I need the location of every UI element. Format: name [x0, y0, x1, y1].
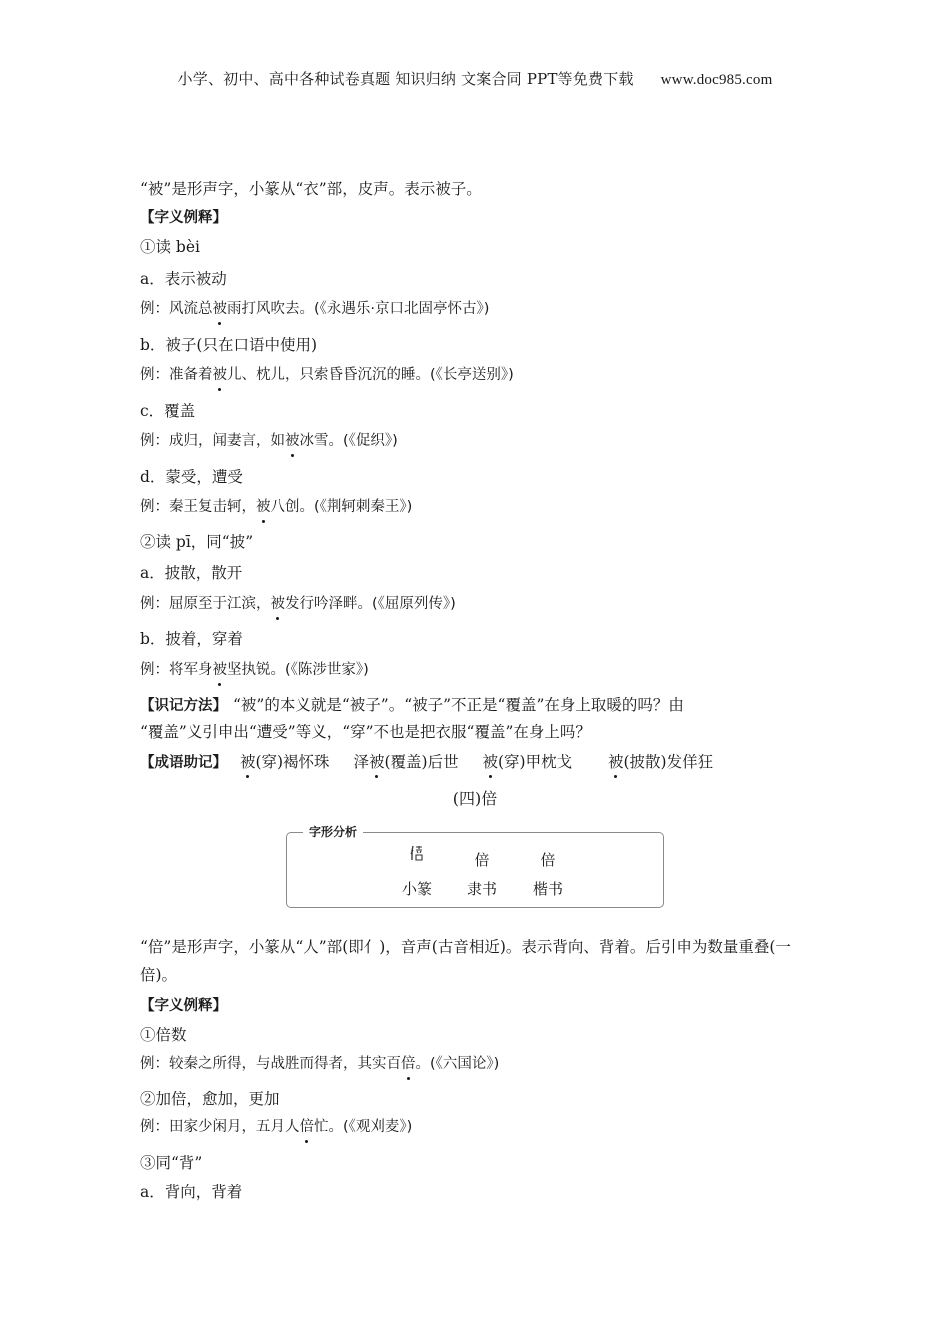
bei-pb-example: [140, 659, 369, 681]
bei-memory-line-2: “覆盖”义引申出“遭受”等义，“穿”不也是把衣服“覆盖”在身上吗？: [140, 723, 591, 741]
bei4-intro: “倍”是形声字，小篆从“人”部(即亻)，音声(古音相近)。表示背向、背着。后引申为数量重叠(一倍)。: [140, 938, 791, 984]
header-text: 小学、初中、高中各种试卷真题 知识归纳 文案合同 PPT等免费下载: [177, 70, 634, 88]
idiom-heading: 【成语助记】: [140, 755, 227, 771]
idiom-2: [353, 753, 458, 771]
bei-reading-1: ①读 bèi: [140, 238, 200, 256]
example-text: 坚执锐。(《陈涉世家》): [227, 662, 369, 678]
idiom-4: [608, 753, 713, 771]
emphasis-char: 被: [213, 364, 228, 386]
bei-pa-example: [140, 593, 456, 615]
example-text: 。(《六国论》): [415, 1056, 500, 1072]
bei-intro: “被”是形声字，小篆从“衣”部，皮声。表示被子。: [140, 180, 482, 198]
idiom-text: (穿)甲枕戈: [497, 753, 573, 771]
bei-d-example: [140, 496, 412, 518]
page-header: [0, 68, 950, 89]
clerical-script-glyph: 倍: [474, 851, 490, 869]
bei4-reading-1: ①倍数: [140, 1026, 187, 1044]
example-text: 八创。(《荆轲刺秦王》): [270, 499, 413, 515]
bei-b-label: b．被子(只在口语中使用): [140, 336, 318, 354]
bei4-r3a-label: a．背向，背着: [140, 1183, 243, 1201]
glyph-analysis-box: [286, 825, 664, 908]
emphasis-char: 被: [256, 496, 271, 518]
idiom-3: [482, 753, 572, 771]
example-text: 例：将军身: [140, 662, 213, 678]
memory-text: “被”的本义就是“被子”。“被子”不正是“覆盖”在身上取暖的吗？由: [233, 696, 684, 714]
bei-reading-2: ②读 pī，同“披”: [140, 533, 254, 551]
example-text: 雨打风吹去。(《永遇乐·京口北固亭怀古》): [227, 301, 490, 317]
emphasis-char: 倍: [401, 1053, 416, 1075]
seal-script-label: 小篆: [401, 880, 432, 898]
bei-a-label: a．表示被动: [140, 270, 227, 288]
bei-pa-label: a．披散，散开: [140, 564, 243, 582]
example-text: 儿、枕儿，只索昏昏沉沉的睡。(《长亭送别》): [227, 367, 514, 383]
regular-script-glyph: 倍: [540, 851, 556, 869]
emphasis-char: 倍: [300, 1116, 315, 1138]
seal-script-glyph: [387, 845, 447, 865]
bei4-reading-2: ②加倍，愈加，更加: [140, 1090, 280, 1108]
example-text: 例：准备着: [140, 367, 213, 383]
example-text: 忙。(《观刈麦》): [314, 1119, 413, 1135]
seal-script-image: [410, 845, 424, 861]
emphasis-char: 被: [482, 753, 498, 771]
emphasis-char: 被: [213, 298, 228, 320]
bei-idioms: [140, 751, 713, 774]
bei-b-example: [140, 364, 514, 386]
idiom-text: (穿)褐怀珠: [255, 753, 330, 771]
regular-script-label: 楷书: [532, 880, 563, 898]
emphasis-char: 被: [368, 753, 385, 771]
section-title-bei4: (四)倍: [452, 789, 498, 808]
example-text: 冰雪。(《促织》): [299, 433, 398, 449]
idiom-text: (披散)发佯狂: [623, 753, 714, 771]
idiom-text: (覆盖)后世: [384, 753, 459, 771]
bei4-section-heading: 【字义例释】: [140, 998, 227, 1014]
bei4-r2-example: [140, 1116, 412, 1138]
header-site: www.doc985.com: [660, 72, 773, 88]
bei-pb-label: b．披着，穿着: [140, 630, 243, 648]
idiom-1: [240, 753, 330, 771]
emphasis-char: 被: [271, 593, 286, 615]
bei-section-heading: 【字义例释】: [140, 210, 227, 226]
bei-a-example: [140, 298, 489, 320]
bei-c-example: [140, 430, 398, 452]
example-text: 例：屈原至于江滨，: [140, 596, 271, 612]
emphasis-char: 被: [285, 430, 300, 452]
example-text: 例：较秦之所得，与战胜而得者，其实百: [140, 1056, 401, 1072]
example-text: 例：田家少闲月，五月人: [140, 1119, 300, 1135]
memory-heading: 【识记方法】: [140, 698, 227, 714]
bei-d-label: d．蒙受，遭受: [140, 468, 243, 486]
box-legend: 字形分析: [303, 823, 363, 840]
example-text: 发行吟泽畔。(《屈原列传》): [285, 596, 456, 612]
bei-memory-line-1: [140, 694, 684, 717]
bei4-r1-example: [140, 1053, 499, 1075]
clerical-script-label: 隶书: [466, 880, 497, 898]
example-text: 例：秦王复击轲，: [140, 499, 256, 515]
example-text: 例：成归，闻妻言，如: [140, 433, 285, 449]
emphasis-char: 被: [239, 753, 256, 771]
bei4-reading-3: ③同“背”: [140, 1154, 203, 1172]
idiom-text: 泽: [353, 753, 369, 771]
example-text: 例：风流总: [140, 301, 213, 317]
emphasis-char: 被: [607, 753, 624, 771]
emphasis-char: 被: [213, 659, 228, 681]
bei-c-label: c．覆盖: [140, 402, 196, 420]
